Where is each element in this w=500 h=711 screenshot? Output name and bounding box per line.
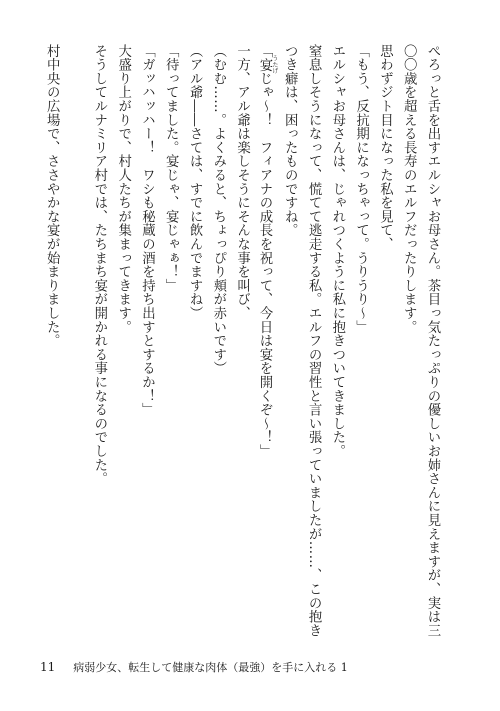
text-column: 思わずジト目になった私を見て、 — [377, 44, 393, 251]
text-column: 「待ってました。宴じゃ、宴じゃぁ！」 — [163, 44, 179, 293]
text-column: 大盛り上がりで、村人たちが集まってきます。 — [115, 44, 131, 334]
furigana-ruby: 宴 うたげ — [256, 55, 278, 75]
text-column: （アル爺――さては、すでに飲んでますね） — [187, 44, 203, 320]
text-column: エルシャお母さんは、じゃれつくように私に抱きついてきました。 — [329, 44, 345, 458]
text-column: ぺろっと舌を出すエルシャお母さん。茶目っ気たっぷりの優しいお姉さんに見えますが、実は三 — [425, 44, 440, 638]
vertical-text-body — [39, 44, 444, 644]
text-column: 一方、アル爺は楽しそうにそんな事を叫び、 — [234, 44, 250, 320]
text-column: 村中央の広場で、ささやかな宴が始まりました。 — [44, 44, 60, 348]
text-column: 「ガッハッハー！ ワシも秘蔵の酒を持ち出すとするか！」 — [139, 44, 155, 417]
book-title: 病弱少女、転生して健康な肉体（最強）を手に入れる 1 — [73, 661, 348, 674]
text-column: 〇〇歳を超える長寿のエルフだったりします。 — [401, 44, 417, 334]
text-column: そうしてルナミリア村では、たちまち宴が開かれる事になるのでした。 — [91, 44, 107, 486]
text-column — [63, 44, 87, 644]
furigana-reading: うたげ — [270, 55, 278, 75]
page-number: 11 — [40, 660, 56, 674]
text-column: つき癖は、困ったものですね。 — [282, 44, 298, 238]
page-footer — [40, 659, 348, 675]
text-column: （むむ……。よくみると、ちょっぴり頬が赤いです） — [210, 44, 226, 376]
text-column: 窒息しそうになって、慌てて逃走する私。エルフの習性と言い張っていましたが……、この抱き — [306, 44, 322, 638]
text-column: 「宴 うたげじゃ～！ フィアナの成長を祝って、今日は宴を開くぞ～！」 — [256, 44, 278, 459]
text-column: 「もう、反抗期になっちゃって。うりうり～」 — [353, 44, 369, 334]
